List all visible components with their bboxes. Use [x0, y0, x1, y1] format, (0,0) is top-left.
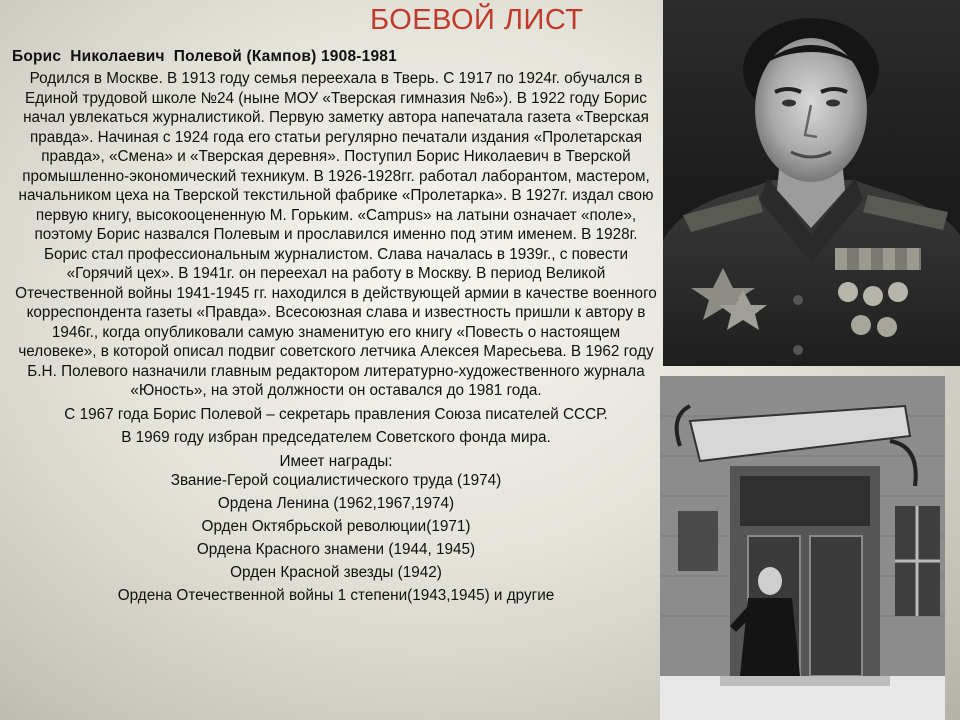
award-item: Ордена Отечественной войны 1 степени(1943,1945) и другие: [117, 587, 555, 605]
author-name-dates: Борис Николаевич Полевой (Кампов) 1908-1981: [12, 48, 397, 65]
portrait-illustration-icon: [663, 0, 960, 366]
building-illustration-icon: [660, 376, 945, 720]
awards-list: [12, 471, 660, 606]
biography-paragraph: Родился в Москве. В 1913 году семья переехала в Тверь. С 1917 по 1924г. обучался в Единой трудовой школе №24 (ныне МОУ «Тверская гимназия №6»). В 1922 году Борис начал увлекаться журналистикой. Первую заметку автора напечатала газета «Тверская правда». Начиная с 1924 года его статьи регулярно печатали издания «Пролетарская правда», «Смена» и «Тверская деревня». Поступил Борис Николаевич в Тверской промышленно-экономический техникум. В 1926-1928гг. работал лаборантом, мастером, начальником цеха на Тверской текстильной фабрике «Пролетарка». В 1927г. издал свою первую книгу, высокооцененную М. Горьким. «Campus» на латыни означает «поле», поэтому Борис назвался Полевым и прославился именно под этим именем. В 1928г. Борис стал профессиональным журналистом. Слава началась в 1939г., с повести «Горячий цех». В 1941г. он переехал на работу в Москву. В период Великой Отечественной войны 1941-1945 гг. находился в действующей армии в качестве военного корреспондента газеты «Правда». Всесоюзная слава и известность пришли к автору в 1946г., когда опубликовали самую знаменитую его книгу «Повесть о настоящем человеке», в которой описал подвиг советского летчика Алексея Маресьева. В 1962 году Б.Н. Полевого назначили главным редактором литературно-художественного журнала «Юность», на этой должности он оставался до 1981 года.: [15, 70, 657, 399]
peace-fund-fact: В 1969 году избран председателем Советского фонда мира.: [121, 429, 551, 446]
award-item: Орден Красной звезды (1942): [230, 564, 442, 582]
slide-title: БОЕВОЙ ЛИСТ: [370, 4, 584, 36]
military-portrait-photo: [663, 0, 960, 366]
award-item: Ордена Ленина (1962,1967,1974): [217, 495, 455, 513]
award-item: Звание-Герой социалистического труда (1974): [170, 472, 502, 489]
building-entrance-photo: [660, 376, 945, 720]
award-item: Ордена Красного знамени (1944, 1945): [196, 541, 476, 559]
secretary-fact: С 1967 года Борис Полевой – секретарь правления Союза писателей СССР.: [64, 405, 608, 423]
biography-text: [12, 69, 660, 610]
awards-heading: Имеет награды:: [279, 452, 393, 470]
award-item: Орден Октябрьской революции(1971): [201, 518, 471, 536]
